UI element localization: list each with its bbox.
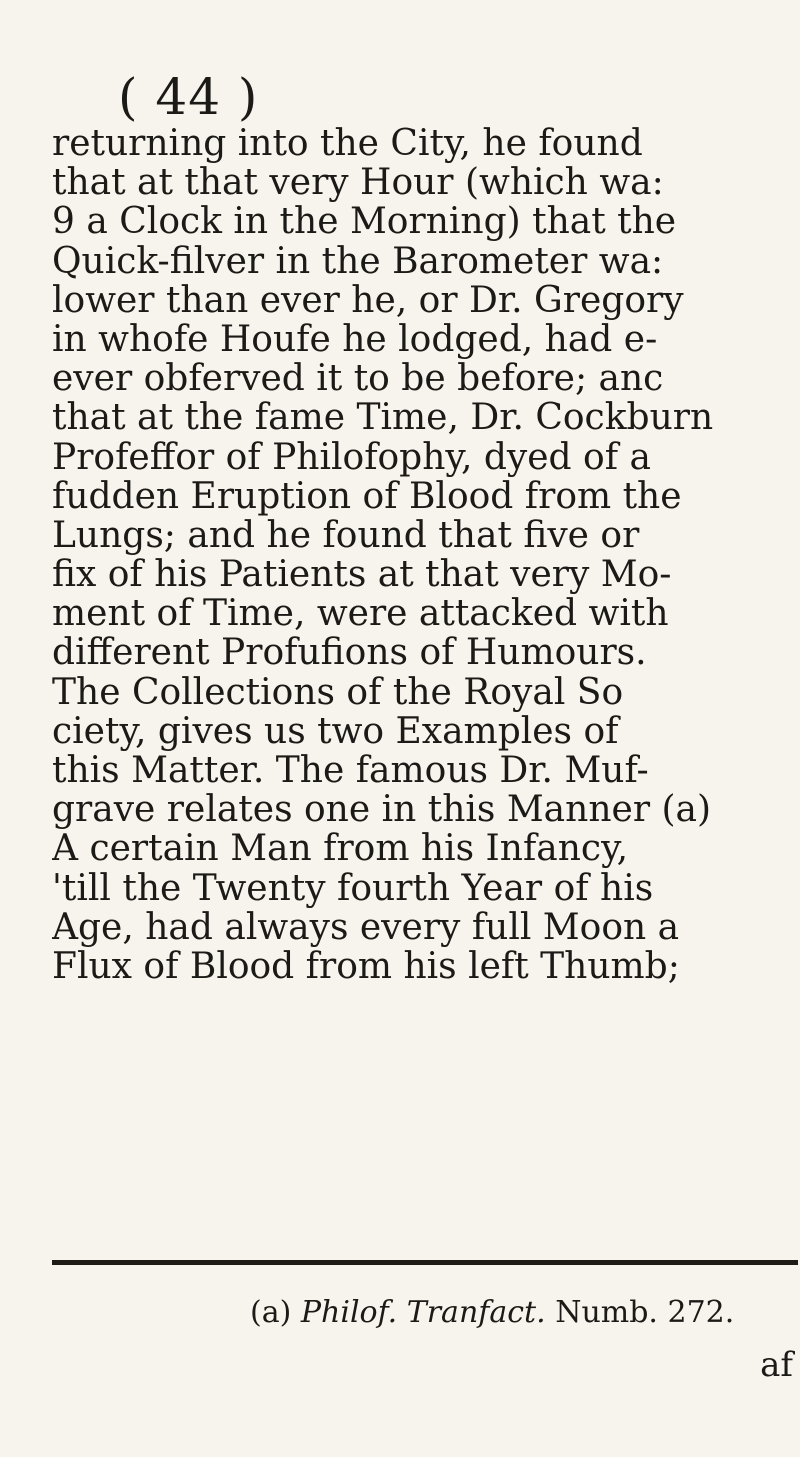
text-line-12: fix of his Patients at that very Mo- (52, 555, 672, 595)
text-line-19: A certain Man from his Infancy, (52, 829, 629, 869)
text-line-18: grave relates one in this Manner (a) (52, 790, 712, 830)
text-line-1: returning into the City, he found (52, 124, 643, 164)
footnote-source: Philof. Tranfact. (300, 1295, 546, 1330)
text-line-11: Lungs; and he found that five or (52, 515, 640, 556)
text-line-13: ment of Time, were attacked with (52, 594, 669, 634)
text-line-3: 9 a Clock in the Morning) that the (52, 202, 677, 242)
text-line-2: that at that very Hour (which wa: (52, 163, 664, 203)
text-line-10: fudden Eruption of Blood from the (52, 476, 682, 516)
text-line-20: 'till the Twenty fourth Year of his (52, 868, 654, 908)
footnote (250, 1295, 770, 1330)
footnote-divider (52, 1260, 798, 1265)
body-text (52, 124, 798, 986)
page-number: ( 44 ) (118, 68, 259, 126)
text-line-15: The Collections of the Royal So (52, 672, 624, 712)
catchword: af (760, 1345, 793, 1385)
footnote-marker: (a) (250, 1295, 292, 1330)
text-line-7: ever obferved it to be before; anc (52, 359, 664, 399)
text-line-9: Profeffor of Philofophy, dyed of a (52, 437, 651, 477)
text-line-4: Quick-filver in the Barometer wa: (52, 241, 664, 281)
text-line-6: in whofe Houfe he lodged, had e- (52, 319, 658, 360)
text-line-16: ciety, gives us two Examples of (52, 711, 619, 751)
text-line-14: different Profufions of Humours. (52, 633, 647, 673)
text-line-8: that at the fame Time, Dr. Cockburn (52, 398, 714, 438)
text-line-21: Age, had always every full Moon a (52, 907, 680, 947)
text-line-5: lower than ever he, or Dr. Gregory (52, 280, 684, 320)
text-line-22: Flux of Blood from his left Thumb; (52, 946, 680, 987)
footnote-reference: Numb. 272. (555, 1295, 735, 1330)
text-line-17: this Matter. The famous Dr. Muf- (52, 751, 649, 791)
